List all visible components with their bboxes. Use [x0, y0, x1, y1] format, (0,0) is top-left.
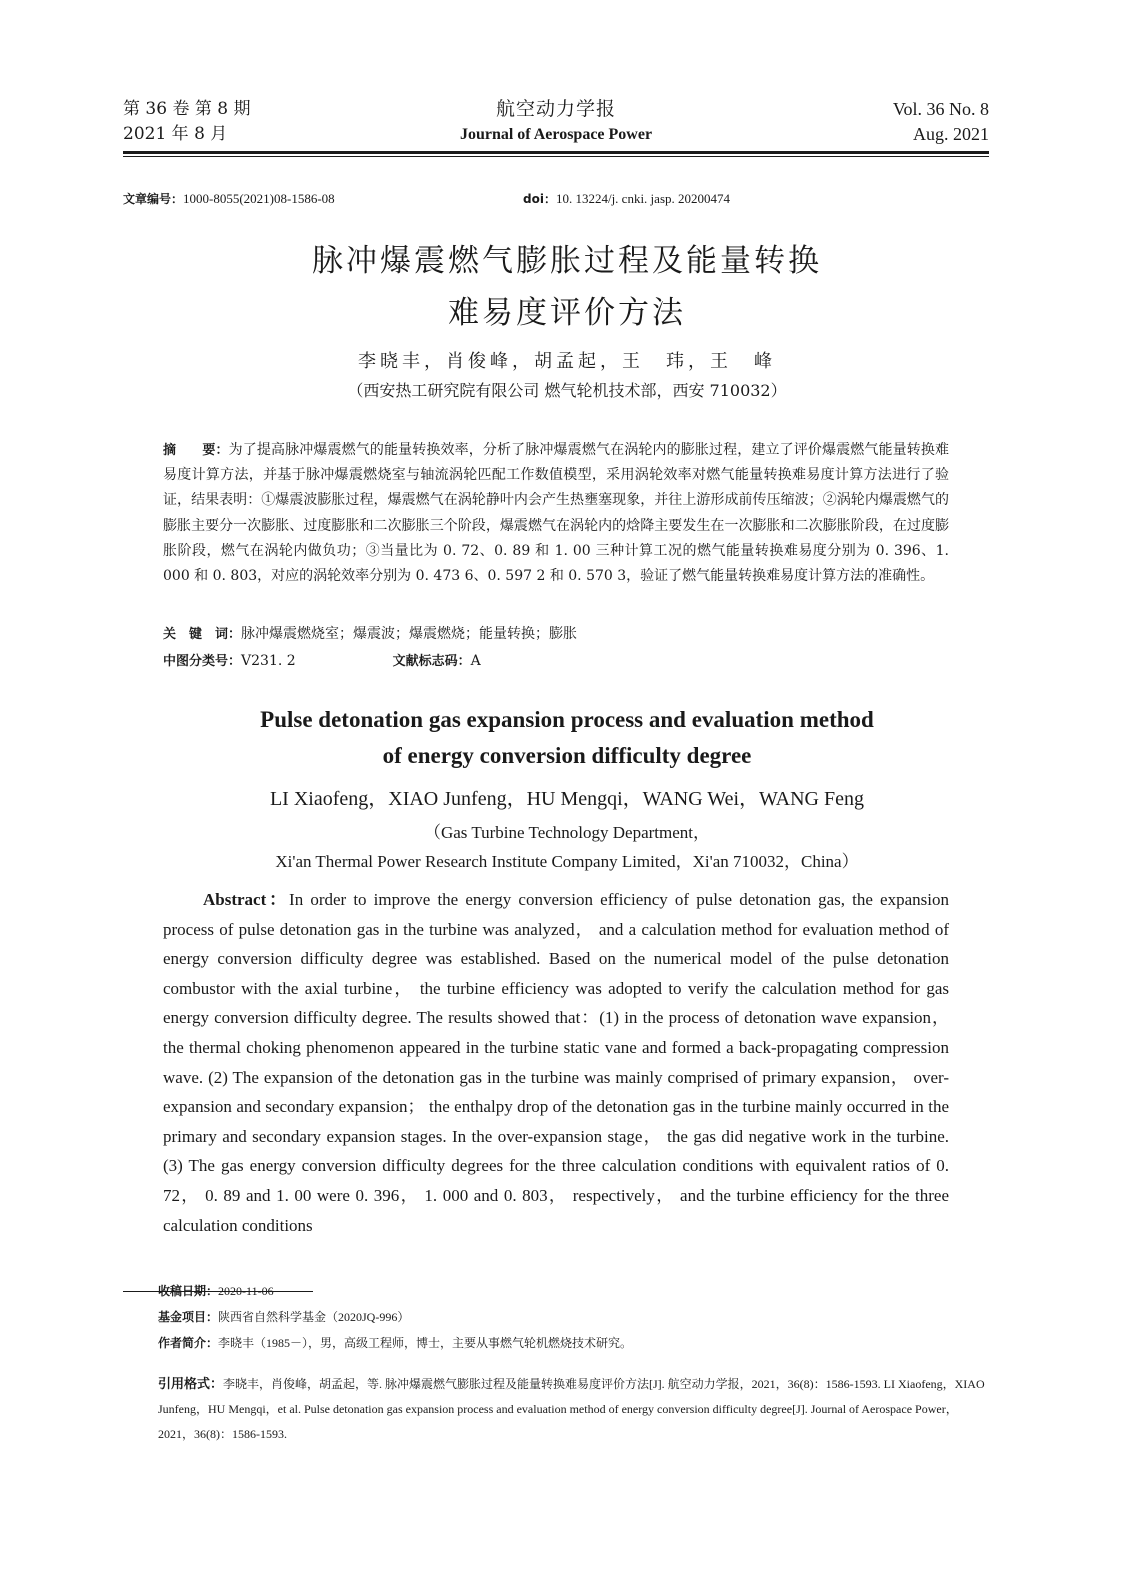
title-en — [0, 702, 1134, 774]
doi-label: doi： — [523, 192, 556, 206]
keywords-label: 关 键 词： — [163, 627, 242, 642]
title-cn-line2: 难易度评价方法 — [448, 295, 686, 331]
keywords — [163, 622, 949, 647]
issue-volume-en: Vol. 36 No. 8 — [892, 99, 989, 119]
issue-date-en: Aug. 2021 — [913, 124, 989, 144]
abstract-en-text: In order to improve the energy conversion efficiency of pulse detonation gas, the expansion process of pulse detonation gas in the turbine was analyzed， and a calculation method for evaluation method of energy conversion difficulty degree was established. Based on the numerical model of the pulse detonation combustor with the axial turbine， the turbine efficiency was adopted to verify the calculation method for gas energy conversion difficulty degree. The results showed that：(1) in the process of detonation wave expansion， the thermal choking phenomenon appeared in the turbine static vane and formed a back-propagating compression wave. (2) The expansion of the detonation gas in the turbine was mainly comprised of primary expansion， over-expansion and secondary expansion； the enthalpy drop of the detonation gas in the turbine mainly occurred in the primary and secondary expansion stages. In the over-expansion stage， the gas did negative work in the turbine. (3) The gas energy conversion difficulty degrees for the three calculation conditions with equivalent ratios of 0. 72， 0. 89 and 1. 00 were 0. 396， 1. 000 and 0. 803， respectively， and the turbine efficiency for the three calculation conditions — [163, 890, 949, 1235]
author-bio: 李晓丰（1985－），男，高级工程师，博士，主要从事燃气轮机燃烧技术研究。 — [218, 1336, 633, 1350]
title-cn — [0, 235, 1134, 339]
abstract-cn-label: 摘 要： — [163, 443, 229, 458]
journal-header — [123, 97, 989, 153]
authors-en: LI Xiaofeng，XIAO Junfeng，HU Mengqi，WANG Wei，WANG Feng — [269, 788, 865, 810]
citation-text: 李晓丰，肖俊峰，胡孟起，等. 脉冲爆震燃气膨胀过程及能量转换难易度评价方法[J]. 航空动力学报，2021，36(8)：1586-1593. LI Xiaofeng，XIAO Junfeng，HU Mengqi，et al. Pulse detonation gas expansion process and evaluation method of energy conversion difficulty degree[J]. Journal of Aerospace Power，2021，36(8)：1586-1593. — [158, 1377, 985, 1441]
abstract-en-label: Abstract： — [203, 890, 290, 909]
footnote-author — [158, 1330, 988, 1356]
issue-volume: 第 36 卷 第 8 期 — [123, 99, 251, 119]
doi — [523, 190, 730, 207]
abstract-en — [163, 885, 949, 1240]
affiliation-cn: （西安热工研究院有限公司 燃气轮机技术部，西安 710032） — [347, 381, 787, 400]
article-number-label: 文章编号： — [123, 192, 184, 206]
footnote-received — [158, 1278, 988, 1304]
classification — [163, 649, 949, 674]
title-en-line1: Pulse detonation gas expansion process and evaluation method — [260, 707, 874, 732]
doi-value: 10. 13224/j. cnki. jasp. 20200474 — [555, 191, 730, 206]
header-rule-thick — [123, 151, 989, 154]
authors-cn: 李晓丰，肖俊峰，胡孟起，王 玮，王 峰 — [358, 351, 776, 372]
article-number-value: 1000-8055(2021)08-1586-08 — [183, 191, 335, 206]
issue-date: 2021 年 8 月 — [123, 124, 228, 144]
received-label: 收稿日期： — [158, 1284, 219, 1298]
abstract-cn — [163, 438, 949, 589]
fund-text: 陕西省自然科学基金（2020JQ-996） — [218, 1310, 410, 1324]
article-number — [123, 190, 335, 207]
received-date: 2020-11-06 — [218, 1284, 274, 1298]
abstract-cn-text: 为了提高脉冲爆震燃气的能量转换效率，分析了脉冲爆震燃气在涡轮内的膨胀过程，建立了评价爆震燃气能量转换难易度计算方法，并基于脉冲爆震燃烧室与轴流涡轮匹配工作数值模型，采用涡轮效率对燃气能量转换难易度计算方法进行了验证，结果表明：①爆震波膨胀过程，爆震燃气在涡轮静叶内会产生热壅塞现象，并往上游形成前传压缩波；②涡轮内爆震燃气的膨胀主要分一次膨胀、过度膨胀和二次膨胀三个阶段，爆震燃气在涡轮内的焓降主要发生在一次膨胀和二次膨胀阶段，在过度膨胀阶段，燃气在涡轮内做负功；③当量比为 0. 72、0. 89 和 1. 00 三种计算工况的燃气能量转换难易度分别为 0. 396、1. 000 和 0. 803，对应的涡轮效率分别为 0. 473 6、0. 597 2 和 0. 570 3，验证了燃气能量转换难易度计算方法的准确性。 — [163, 442, 949, 585]
fund-label: 基金项目： — [158, 1310, 219, 1324]
citation — [158, 1372, 988, 1447]
keywords-text: 脉冲爆震燃烧室；爆震波；爆震燃烧；能量转换；膨胀 — [241, 626, 578, 642]
journal-name-en: Journal of Aerospace Power — [459, 126, 653, 143]
affiliation-en-line2: Xi'an Thermal Power Research Institute Company Limited，Xi'an 710032，China） — [275, 852, 859, 871]
header-rule-thin — [123, 156, 989, 157]
affiliation-en-line1: （Gas Turbine Technology Department， — [423, 823, 711, 842]
issue-info-en — [893, 97, 989, 147]
journal-name — [123, 97, 989, 147]
footnote-fund — [158, 1304, 988, 1330]
journal-name-cn: 航空动力学报 — [495, 98, 616, 120]
clc-label: 中图分类号： — [163, 654, 242, 669]
affiliation-en — [0, 818, 1134, 876]
citation-label: 引用格式： — [158, 1377, 224, 1392]
title-cn-line1: 脉冲爆震燃气膨胀过程及能量转换 — [312, 243, 822, 279]
author-bio-label: 作者简介： — [158, 1336, 219, 1350]
doc-code-value: A — [470, 653, 481, 669]
doc-code-label: 文献标志码： — [392, 654, 471, 669]
title-en-line2: of energy conversion difficulty degree — [382, 743, 752, 768]
clc-value: V231. 2 — [241, 653, 296, 669]
